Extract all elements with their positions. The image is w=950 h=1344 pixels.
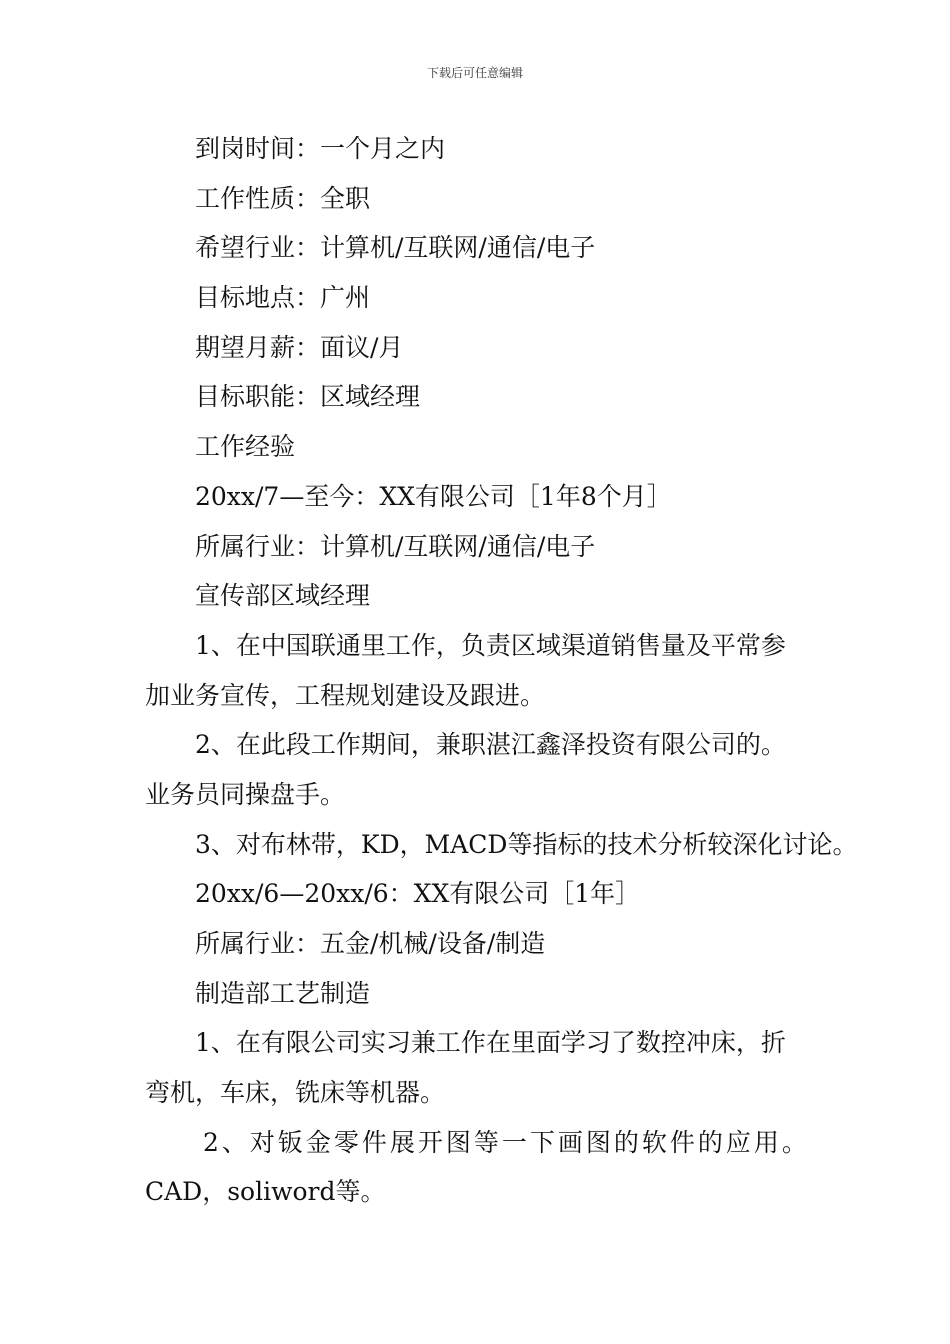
text-line: 希望行业：计算机/互联网/通信/电子 [195,233,596,263]
text-line: 2、对钣金零件展开图等一下画图的软件的应用。 [203,1127,810,1157]
section-heading: 工作经验 [195,432,296,462]
text-line: 工作性质：全职 [195,183,371,213]
text-line: 弯机，车床，铣床等机器。 [145,1078,446,1108]
text-line: 20xx/7—至今：XX有限公司［1年8个月］ [195,481,672,511]
text-line: 宣传部区域经理 [195,581,371,611]
text-line: 所属行业：五金/机械/设备/制造 [195,929,546,958]
text-line: 目标地点：广州 [195,283,371,313]
text-line: 2、在此段工作期间，兼职湛江鑫泽投资有限公司的。 [195,730,786,760]
text-line: 1、在中国联通里工作，负责区域渠道销售量及平常参 [195,630,786,660]
text-line: 目标职能：区域经理 [195,382,421,412]
text-line: 所属行业：计算机/互联网/通信/电子 [195,531,596,561]
text-line: 到岗时间：一个月之内 [195,134,446,163]
text-line: CAD，soliword等。 [145,1177,386,1207]
text-line: 期望月薪：面议/月 [195,332,404,362]
document-body [145,124,858,1217]
page-header-note: 下载后可任意编辑 [426,66,523,80]
text-line: 1、在有限公司实习兼工作在里面学习了数控冲床，折 [195,1028,786,1058]
text-line: 制造部工艺制造 [195,978,371,1008]
text-line: 业务员同操盘手。 [145,779,346,809]
text-line: 加业务宣传，工程规划建设及跟进。 [145,680,546,710]
text-line: 20xx/6—20xx/6：XX有限公司［1年］ [195,879,641,909]
text-line: 3、对布林带，KD，MACD等指标的技术分析较深化讨论。 [195,829,858,859]
